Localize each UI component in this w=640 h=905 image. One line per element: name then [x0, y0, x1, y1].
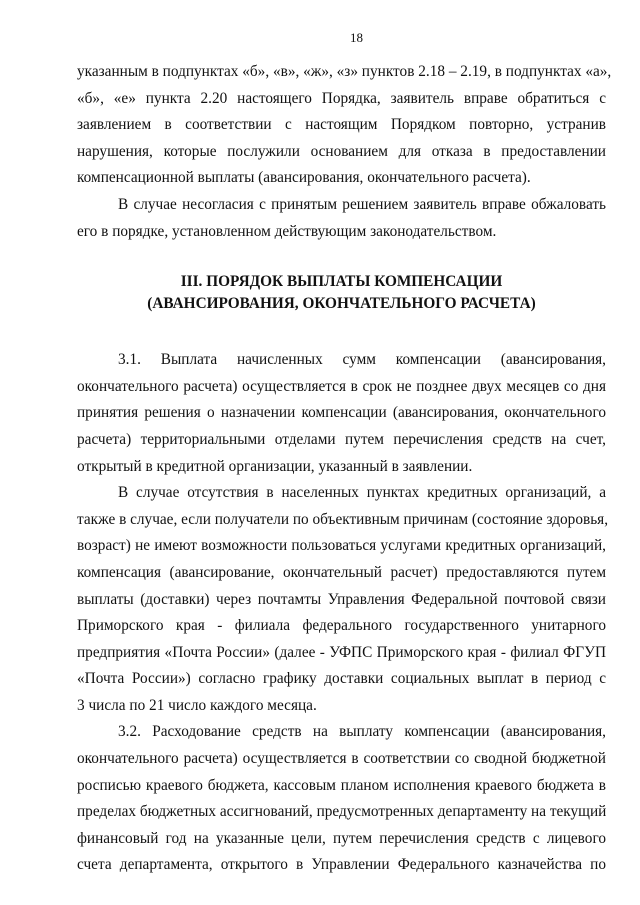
text-line: росписью краевого бюджета, кассовым планом исполнения краевого бюджета в: [77, 776, 606, 794]
text-line: 3 числа по 21 число каждого месяца.: [77, 696, 317, 714]
paragraph-post-delivery: [77, 480, 609, 719]
text-line: расчета) территориальными отделами путем перечисления средств на счет,: [77, 430, 606, 448]
text-line: компенсация (авансирование, окончательный расчет) предоставляются путем: [77, 563, 606, 581]
text-line: компенсационной выплаты (авансирования, окончательного расчета).: [77, 169, 531, 187]
paragraphs-bottom: [77, 347, 609, 879]
text-line: окончательного расчета) осуществляется в срок не позднее двух месяцев со дня: [77, 377, 606, 395]
text-line: пределах бюджетных ассигнований, предусмотренных департаменту на текущий: [77, 803, 607, 821]
paragraph-appeal: [77, 192, 606, 245]
text-line: указанным в подпунктах «б», «в», «ж», «з» пунктов 2.18 – 2.19, в подпунктах «а»,: [77, 63, 612, 80]
text-line: возраст) не имеют возможности пользоваться услугами кредитных организаций,: [77, 537, 606, 555]
text-line: нарушения, которые послужили основанием для отказа в предоставлении: [77, 142, 606, 160]
text-line: принятия решения о назначении компенсации (авансирования, окончательного: [77, 404, 606, 422]
paragraph-3-1: [77, 347, 606, 480]
text-line: выплаты (доставки) через почтамты Управления Федеральной почтовой связи: [77, 590, 606, 608]
text-line: окончательного расчета) осуществляется в соответствии со сводной бюджетной: [77, 750, 606, 768]
text-line: Приморского края - филиала федерального государственного унитарного: [77, 617, 606, 635]
section-heading-line: III. ПОРЯДОК ВЫПЛАТЫ КОМПЕНСАЦИИ: [180, 273, 503, 291]
text-line: открытый в кредитной организации, указанный в заявлении.: [77, 457, 473, 475]
text-line: В случае несогласия с принятым решением заявитель вправе обжаловать: [118, 195, 606, 213]
text-line: счета департамента, открытого в Управлении Федерального казначейства по: [77, 856, 606, 874]
text-line: предприятия «Почта России» (далее - УФПС Приморского края - филиал ФГУП: [77, 643, 606, 661]
text-line: 3.2. Расходование средств на выплату компенсации (авансирования,: [118, 723, 606, 741]
text-line: финансовый год на указанные цели, путем перечисления средств с лицевого: [77, 829, 606, 847]
text-line: заявлением в соответствии с настоящим Порядком повторно, устранив: [77, 116, 606, 134]
paragraph-3-2: [77, 719, 606, 879]
text-line: «Почта России») согласно графику доставки социальных выплат в период с: [77, 670, 606, 688]
page-number: 18: [350, 30, 363, 45]
text-line: «б», «е» пункта 2.20 настоящего Порядка, заявитель вправе обратиться с: [77, 89, 606, 107]
text-line: В случае отсутствия в населенных пунктах кредитных организаций, а: [118, 484, 606, 502]
text-line: также в случае, если получатели по объективным причинам (состояние здоровья,: [77, 510, 609, 528]
text-line: его в порядке, установленном действующим законодательством.: [77, 222, 497, 240]
paragraph-continuation: [77, 59, 612, 192]
section-heading: [77, 271, 606, 315]
paragraphs-top: [77, 59, 612, 245]
text-line: 3.1. Выплата начисленных сумм компенсации (авансирования,: [118, 351, 606, 369]
section-heading-line: (АВАНСИРОВАНИЯ, ОКОНЧАТЕЛЬНОГО РАСЧЕТА): [147, 295, 536, 313]
